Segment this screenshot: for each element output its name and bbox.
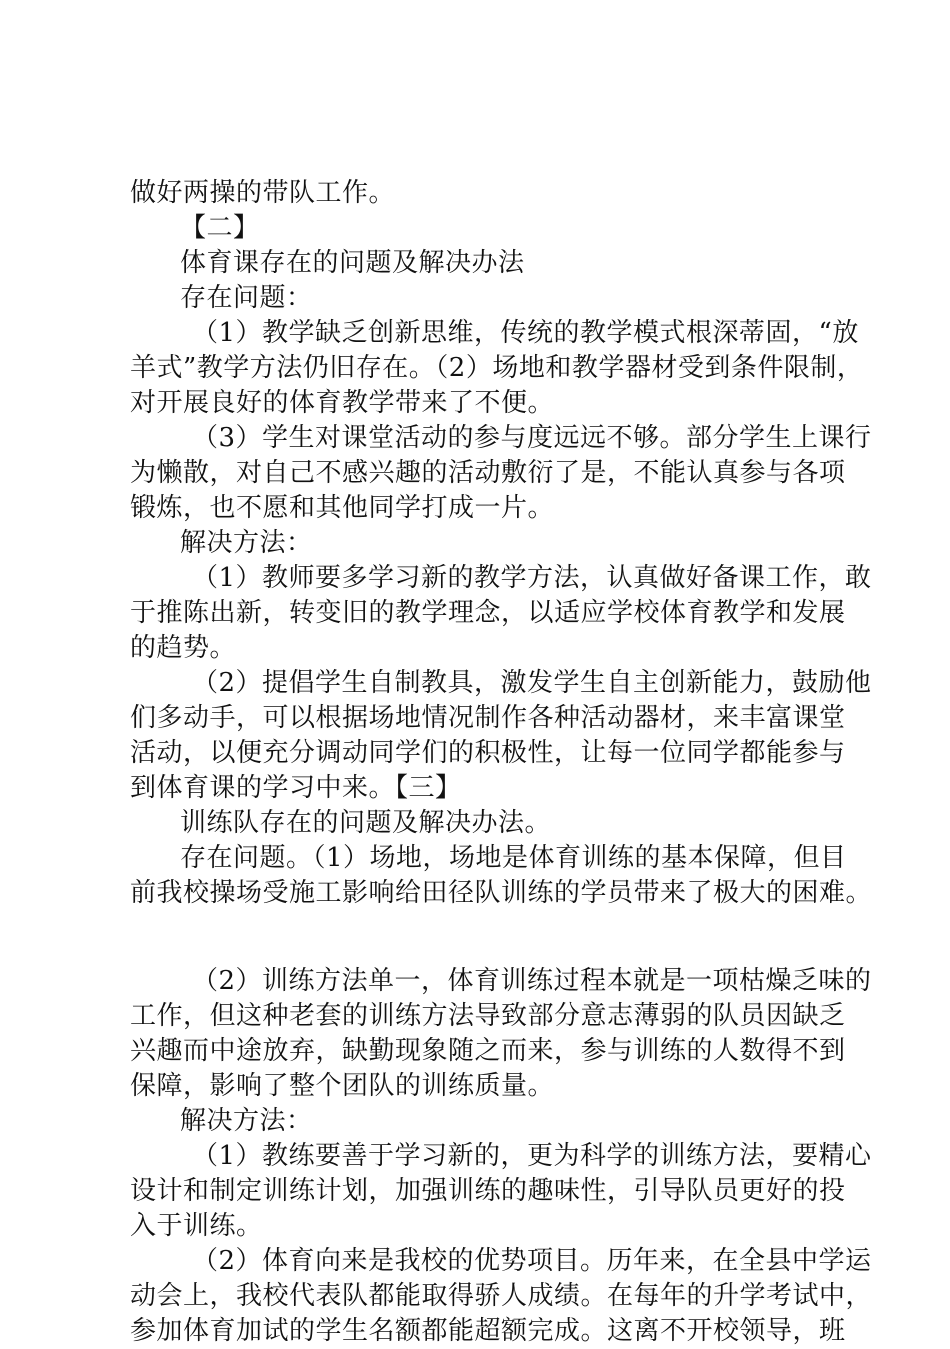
text-line: 动会上，我校代表队都能取得骄人成绩。在每年的升学考试中， — [130, 1281, 873, 1311]
text-line: 保障，影响了整个团队的训练质量。 — [130, 1071, 555, 1101]
text-line: 的趋势。 — [130, 633, 237, 663]
text-line: 前我校操场受施工影响给田径队训练的学员带来了极大的困难。 — [130, 878, 873, 908]
text-line: 存在问题。（1）场地，场地是体育训练的基本保障，但目 — [180, 843, 847, 873]
subheading: 解决方法： — [180, 528, 313, 558]
document-body — [130, 176, 873, 1349]
text-line: （1）教学缺乏创新思维，传统的教学模式根深蒂固，“放 — [192, 318, 859, 348]
text-line: 对开展良好的体育教学带来了不便。 — [130, 388, 555, 418]
section-title: 体育课存在的问题及解决办法 — [180, 248, 525, 278]
text-line: 入于训练。 — [130, 1211, 263, 1241]
text-line: （3）学生对课堂活动的参与度远远不够。部分学生上课行 — [192, 423, 872, 453]
text-line: 活动，以便充分调动同学们的积极性，让每一位同学都能参与 — [130, 738, 846, 768]
text-line: 参加体育加试的学生名额都能超额完成。这离不开校领导，班 — [130, 1316, 846, 1346]
subheading: 存在问题： — [180, 283, 313, 313]
text-line: （2）提倡学生自制教具，激发学生自主创新能力，鼓励他 — [192, 668, 872, 698]
paragraph-gap — [130, 911, 845, 964]
text-line: 做好两操的带队工作。 — [130, 178, 396, 208]
text-line: （2）体育向来是我校的优势项目。历年来，在全县中学运 — [192, 1246, 872, 1276]
text-line: （2）训练方法单一，体育训练过程本就是一项枯燥乏味的 — [192, 966, 872, 996]
text-line: （1）教师要多学习新的教学方法，认真做好备课工作，敢 — [192, 563, 872, 593]
text-line: （1）教练要善于学习新的，更为科学的训练方法，要精心 — [192, 1141, 872, 1171]
section-heading: 【二】 — [180, 213, 260, 243]
text-line: 设计和制定训练计划，加强训练的趣味性，引导队员更好的投 — [130, 1176, 846, 1206]
text-line: 们多动手，可以根据场地情况制作各种活动器材，来丰富课堂 — [130, 703, 846, 733]
text-line: 为懒散，对自己不感兴趣的活动敷衍了是，不能认真参与各项 — [130, 458, 846, 488]
text-line: 羊式”教学方法仍旧存在。（2）场地和教学器材受到条件限制， — [130, 353, 864, 383]
text-line: 兴趣而中途放弃，缺勤现象随之而来，参与训练的人数得不到 — [130, 1036, 846, 1066]
section-title: 训练队存在的问题及解决办法。 — [180, 808, 552, 838]
text-line: 工作，但这种老套的训练方法导致部分意志薄弱的队员因缺乏 — [130, 1001, 846, 1031]
text-line: 于推陈出新，转变旧的教学理念，以适应学校体育教学和发展 — [130, 598, 846, 628]
subheading: 解决方法： — [180, 1106, 313, 1136]
text-line: 到体育课的学习中来。【三】 — [130, 773, 462, 803]
text-line: 锻炼，也不愿和其他同学打成一片。 — [130, 493, 555, 523]
